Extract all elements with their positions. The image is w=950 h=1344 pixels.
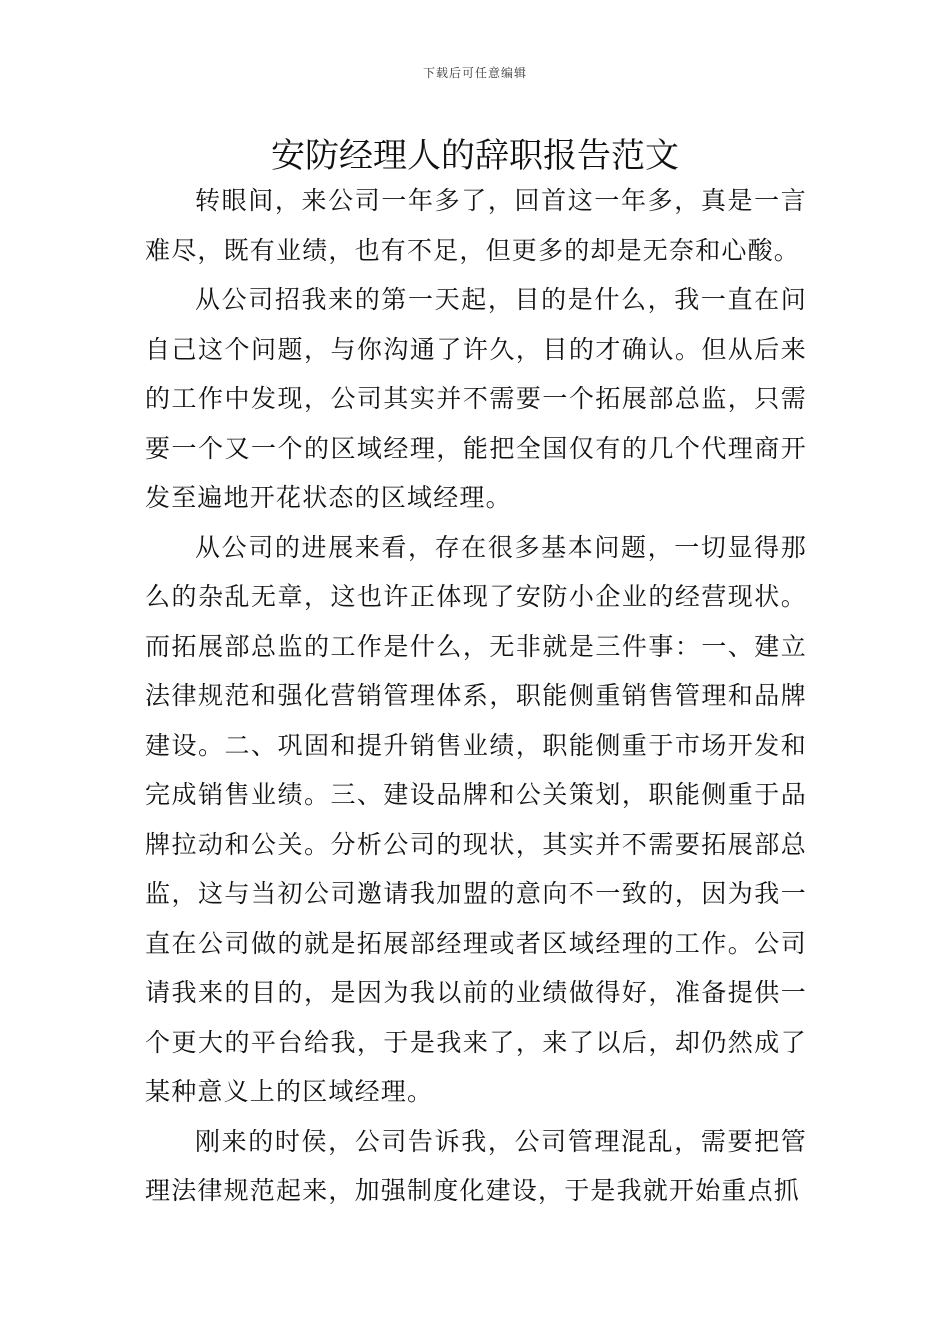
paragraph-3: 从公司的进展来看，存在很多基本问题，一切显得那么的杂乱无章，这也许正体现了安防小企业的经营现状。而拓展部总监的工作是什么，无非就是三件事：一、建立法律规范和强化营销管理体系，职能侧重销售管理和品牌建设。二、巩固和提升销售业绩，职能侧重于市场开发和完成销售业绩。三、建设品牌和公关策划，职能侧重于品牌拉动和公关。分析公司的现状，其实并不需要拓展部总监，这与当初公司邀请我加盟的意向不一致的，因为我一直在公司做的就是拓展部经理或者区域经理的工作。公司请我来的目的，是因为我以前的业绩做得好，准备提供一个更大的平台给我，于是我来了，来了以后，却仍然成了某种意义上的区域经理。	[145, 532, 807, 1106]
document-body	[145, 176, 807, 1216]
paragraph-4: 刚来的时侯，公司告诉我，公司管理混乱，需要把管理法律规范起来，加强制度化建设，于是我就开始重点抓	[145, 1126, 807, 1205]
header-note: 下载后可任意编辑	[422, 66, 527, 80]
paragraph-1: 转眼间，来公司一年多了，回首这一年多，真是一言难尽，既有业绩，也有不足，但更多的却是无奈和心酸。	[145, 186, 807, 265]
document-title: 安防经理人的辞职报告范文	[271, 136, 679, 176]
paragraph-2: 从公司招我来的第一天起，目的是什么，我一直在问自己这个问题，与你沟通了许久，目的才确认。但从后来的工作中发现，公司其实并不需要一个拓展部总监，只需要一个又一个的区域经理，能把全国仅有的几个代理商开发至遍地开花状态的区域经理。	[145, 285, 807, 512]
